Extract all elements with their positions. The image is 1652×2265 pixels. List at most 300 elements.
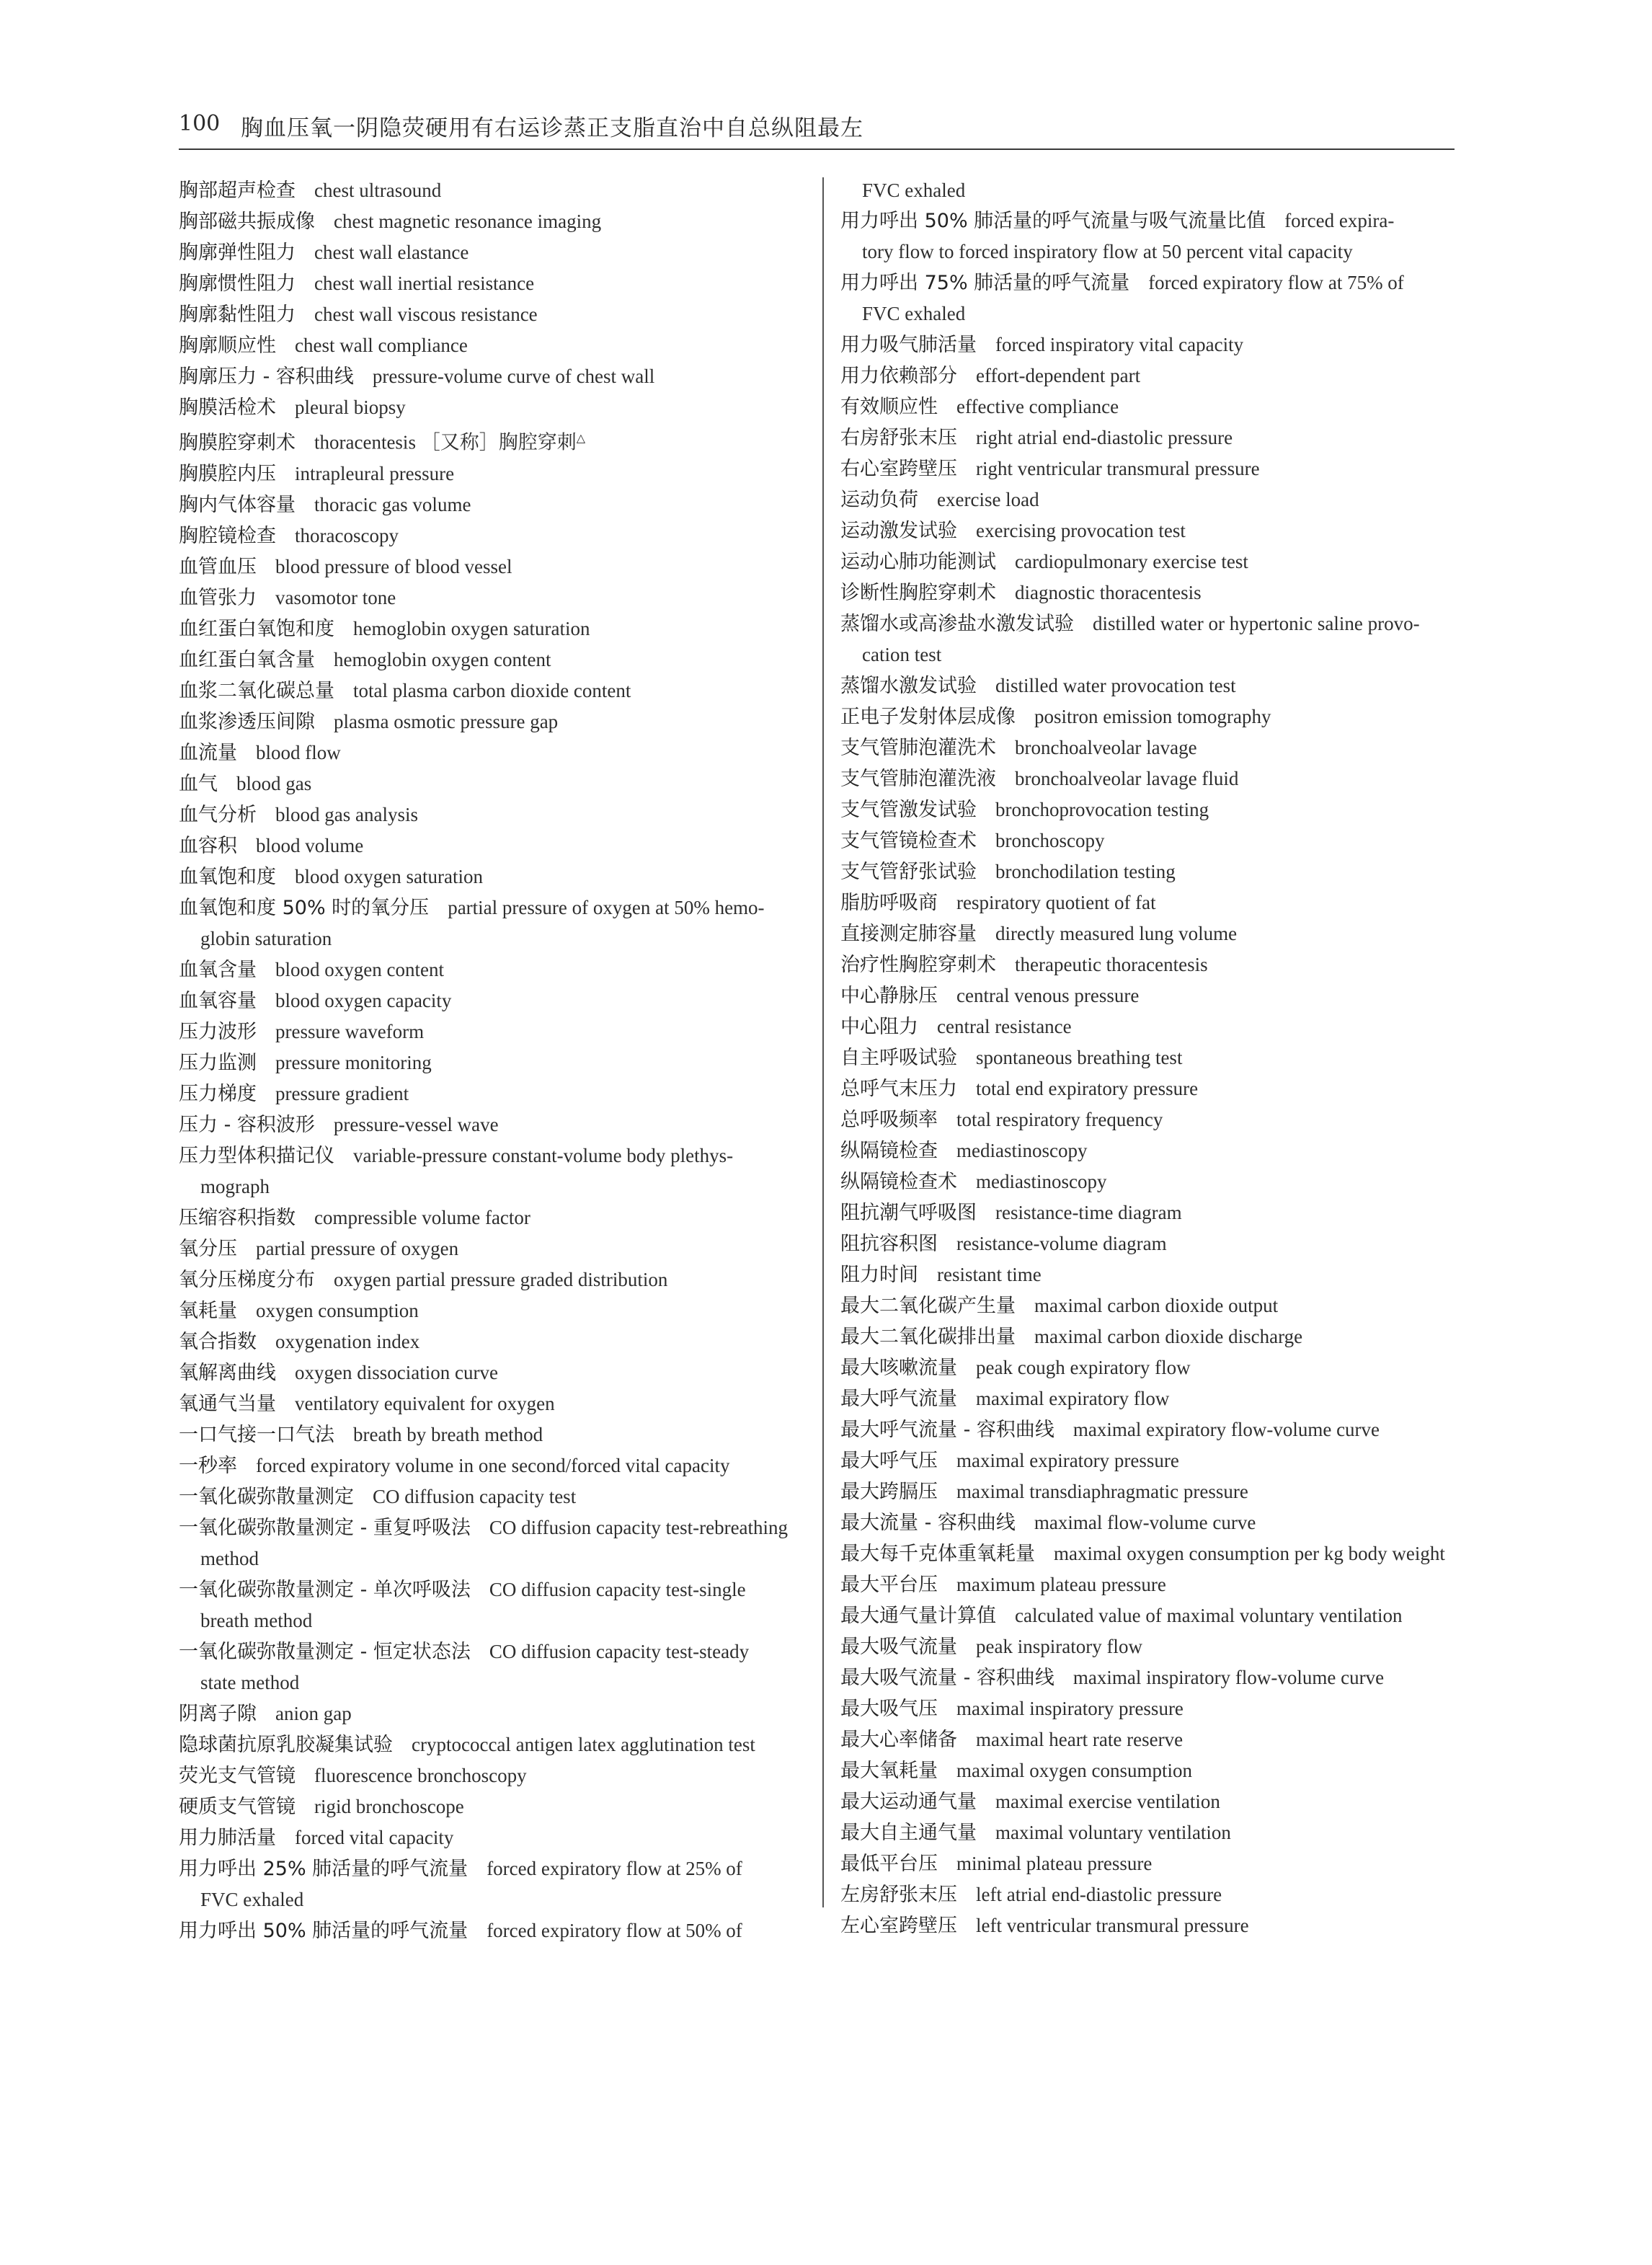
term-english: peak inspiratory flow bbox=[976, 1636, 1142, 1657]
term-english: breath by breath method bbox=[353, 1423, 543, 1445]
term-chinese: 中心阻力 bbox=[840, 1016, 918, 1038]
term-chinese: 最大通气量计算值 bbox=[840, 1605, 996, 1627]
glossary-entry bbox=[840, 1445, 1467, 1476]
glossary-entry bbox=[179, 675, 806, 706]
term-english: pleural biopsy bbox=[295, 396, 406, 418]
term-english: central resistance bbox=[937, 1016, 1072, 1037]
term-english-continuation: mograph bbox=[200, 1175, 270, 1197]
glossary-entry bbox=[179, 1016, 806, 1047]
term-english: blood flow bbox=[256, 741, 341, 763]
term-english: maximal oxygen consumption per kg body weight bbox=[1054, 1543, 1445, 1564]
term-chinese: 隐球菌抗原乳胶凝集试验 bbox=[179, 1733, 393, 1756]
term-chinese: 一氧化碳弥散量测定 - 重复呼吸法 bbox=[179, 1516, 471, 1539]
term-chinese: 胸部超声检查 bbox=[179, 179, 296, 202]
term-chinese: 用力呼出 50% 肺活量的呼气流量 bbox=[179, 1919, 468, 1942]
glossary-entry bbox=[179, 1109, 806, 1140]
term-chinese: 血气分析 bbox=[179, 803, 257, 826]
term-english: maximal oxygen consumption bbox=[956, 1760, 1192, 1781]
glossary-entry bbox=[179, 1326, 806, 1357]
term-english: oxygen consumption bbox=[256, 1299, 419, 1321]
term-english: bronchoprovocation testing bbox=[995, 799, 1209, 820]
term-chinese: 诊断性胸腔穿刺术 bbox=[840, 582, 996, 604]
term-chinese: 最大呼气流量 bbox=[840, 1388, 957, 1410]
glossary-entry bbox=[840, 360, 1467, 391]
glossary-entry bbox=[179, 613, 806, 644]
term-english: maximal inspiratory pressure bbox=[956, 1698, 1184, 1719]
glossary-entry bbox=[840, 267, 1467, 329]
term-chinese: 用力呼出 75% 肺活量的呼气流量 bbox=[840, 272, 1130, 294]
term-chinese: 正电子发射体层成像 bbox=[840, 706, 1016, 728]
term-chinese: 血管血压 bbox=[179, 555, 257, 578]
glossary-entry bbox=[840, 1073, 1467, 1104]
glossary-entry bbox=[840, 1290, 1467, 1321]
term-chinese: 血管张力 bbox=[179, 586, 257, 609]
term-chinese: 一氧化碳弥散量测定 - 单次呼吸法 bbox=[179, 1578, 471, 1601]
term-chinese: 阴离子隙 bbox=[179, 1702, 257, 1725]
term-english: blood pressure of blood vessel bbox=[275, 555, 512, 577]
term-chinese: 胸腔镜检查 bbox=[179, 524, 276, 547]
term-chinese: 最大氧耗量 bbox=[840, 1760, 938, 1782]
term-chinese: 阻抗容积图 bbox=[840, 1233, 938, 1255]
term-english: blood gas analysis bbox=[275, 803, 418, 825]
glossary-entry bbox=[179, 175, 806, 206]
term-english-continuation: method bbox=[200, 1547, 259, 1569]
term-english-continuation: FVC exhaled bbox=[200, 1888, 304, 1910]
term-chinese: 血氧饱和度 50% 时的氧分压 bbox=[179, 896, 430, 919]
glossary-entry bbox=[840, 1693, 1467, 1724]
term-chinese: 最大呼气压 bbox=[840, 1450, 938, 1472]
term-english: chest wall viscous resistance bbox=[314, 303, 538, 325]
term-chinese: 氧分压梯度分布 bbox=[179, 1268, 315, 1291]
term-chinese: 运动激发试验 bbox=[840, 520, 957, 542]
glossary-entry bbox=[840, 1166, 1467, 1197]
term-english: therapeutic thoracentesis bbox=[1015, 954, 1208, 975]
glossary-entry bbox=[840, 1197, 1467, 1228]
glossary-entry bbox=[179, 892, 806, 954]
glossary-column-left bbox=[179, 175, 806, 1946]
glossary-entry bbox=[840, 1383, 1467, 1414]
term-english: distilled water provocation test bbox=[995, 675, 1236, 696]
term-english: forced inspiratory vital capacity bbox=[995, 334, 1244, 355]
term-english: ventilatory equivalent for oxygen bbox=[295, 1392, 555, 1414]
term-english: chest wall elastance bbox=[314, 241, 469, 263]
term-english: maximal expiratory flow-volume curve bbox=[1073, 1419, 1380, 1440]
term-english: total plasma carbon dioxide content bbox=[353, 679, 631, 701]
glossary-entry bbox=[840, 608, 1467, 670]
term-english-continuation: breath method bbox=[200, 1609, 313, 1631]
glossary-entry bbox=[179, 799, 806, 830]
glossary-entry bbox=[179, 1357, 806, 1388]
glossary-entry bbox=[179, 1264, 806, 1295]
glossary-entry bbox=[840, 701, 1467, 732]
glossary-entry bbox=[840, 1724, 1467, 1755]
term-english: resistance-volume diagram bbox=[956, 1233, 1167, 1254]
term-chinese: 最大跨膈压 bbox=[840, 1481, 938, 1503]
term-english: central venous pressure bbox=[956, 985, 1140, 1006]
term-english-continuation: globin saturation bbox=[200, 927, 332, 949]
term-english: hemoglobin oxygen saturation bbox=[353, 617, 590, 639]
glossary-entry bbox=[840, 763, 1467, 794]
term-chinese: 压力梯度 bbox=[179, 1082, 257, 1105]
term-chinese: 胸膜活检术 bbox=[179, 396, 276, 419]
term-english: maximal heart rate reserve bbox=[976, 1729, 1184, 1750]
term-chinese: 血氧含量 bbox=[179, 958, 257, 981]
glossary-entry bbox=[179, 1233, 806, 1264]
glossary-entry bbox=[179, 551, 806, 582]
glossary-entry bbox=[840, 1879, 1467, 1910]
term-chinese: 最大自主通气量 bbox=[840, 1822, 977, 1844]
term-chinese: 最大吸气压 bbox=[840, 1698, 938, 1720]
glossary-entry bbox=[179, 1729, 806, 1760]
term-english: CO diffusion capacity test bbox=[373, 1485, 577, 1507]
term-english: forced expiratory flow at 25% of bbox=[487, 1857, 742, 1879]
term-chinese: 荧光支气管镜 bbox=[179, 1764, 296, 1787]
glossary-entry bbox=[179, 1822, 806, 1853]
glossary-entry bbox=[840, 1817, 1467, 1848]
term-chinese: 用力呼出 50% 肺活量的呼气流量与吸气流量比值 bbox=[840, 210, 1266, 232]
column-divider bbox=[822, 177, 824, 1907]
glossary-entry bbox=[179, 206, 806, 237]
term-english: minimal plateau pressure bbox=[956, 1853, 1153, 1874]
term-english: pressure monitoring bbox=[275, 1051, 432, 1073]
glossary-entry bbox=[840, 887, 1467, 918]
term-english: right ventricular transmural pressure bbox=[976, 458, 1260, 479]
term-english: left ventricular transmural pressure bbox=[976, 1915, 1249, 1936]
term-chinese: 胸膜腔内压 bbox=[179, 462, 276, 485]
term-english: bronchoscopy bbox=[995, 830, 1105, 851]
term-english: diagnostic thoracentesis bbox=[1015, 582, 1202, 603]
glossary-entry bbox=[840, 825, 1467, 856]
glossary-entry bbox=[179, 489, 806, 520]
glossary-entry bbox=[179, 1047, 806, 1078]
term-english: thoracoscopy bbox=[295, 524, 399, 546]
term-english: blood oxygen saturation bbox=[295, 865, 483, 887]
term-chinese: 纵隔镜检查 bbox=[840, 1140, 938, 1162]
glossary-entry bbox=[840, 1042, 1467, 1073]
term-english: chest magnetic resonance imaging bbox=[334, 210, 602, 232]
glossary-entry bbox=[840, 1569, 1467, 1600]
glossary-entry bbox=[179, 861, 806, 892]
glossary-entry bbox=[179, 1512, 806, 1574]
term-english: effective compliance bbox=[956, 396, 1119, 417]
term-chinese: 最大二氧化碳产生量 bbox=[840, 1295, 1016, 1317]
superscript-mark: △ bbox=[576, 431, 586, 445]
glossary-entry bbox=[179, 1388, 806, 1419]
term-chinese: 支气管镜检查术 bbox=[840, 830, 977, 852]
term-chinese: 氧合指数 bbox=[179, 1330, 257, 1353]
term-english: plasma osmotic pressure gap bbox=[334, 710, 559, 732]
term-chinese: 血容积 bbox=[179, 834, 237, 857]
term-english: pressure waveform bbox=[275, 1020, 425, 1042]
term-chinese: 有效顺应性 bbox=[840, 396, 938, 418]
term-english: forced vital capacity bbox=[295, 1826, 454, 1848]
glossary-entry bbox=[840, 918, 1467, 949]
term-chinese: 最大流量 - 容积曲线 bbox=[840, 1512, 1016, 1534]
term-english: oxygen partial pressure graded distribution bbox=[334, 1268, 668, 1290]
term-chinese: 压力波形 bbox=[179, 1020, 257, 1043]
term-english: blood oxygen capacity bbox=[275, 989, 452, 1011]
term-english: maximal exercise ventilation bbox=[995, 1791, 1220, 1812]
glossary-entry bbox=[179, 299, 806, 330]
glossary-entry bbox=[179, 1078, 806, 1109]
term-english: anion gap bbox=[275, 1702, 352, 1724]
term-chinese: 压缩容积指数 bbox=[179, 1206, 296, 1229]
glossary-entry bbox=[840, 1662, 1467, 1693]
term-chinese: 血浆渗透压间隙 bbox=[179, 710, 315, 733]
term-chinese: 最大平台压 bbox=[840, 1574, 938, 1596]
term-english: vasomotor tone bbox=[275, 586, 396, 608]
term-chinese: 右心室跨壁压 bbox=[840, 458, 957, 480]
glossary-entry bbox=[179, 1853, 806, 1915]
term-chinese: 最大呼气流量 - 容积曲线 bbox=[840, 1419, 1054, 1441]
glossary-entry bbox=[840, 1259, 1467, 1290]
term-chinese: 氧耗量 bbox=[179, 1299, 237, 1322]
term-english: pressure-volume curve of chest wall bbox=[372, 365, 655, 387]
glossary-entry bbox=[840, 546, 1467, 577]
term-chinese: 总呼气末压力 bbox=[840, 1078, 957, 1100]
term-english: CO diffusion capacity test-steady bbox=[489, 1640, 750, 1662]
glossary-entry bbox=[179, 361, 806, 392]
term-english-continuation: cation test bbox=[862, 644, 942, 665]
term-chinese: 氧解离曲线 bbox=[179, 1361, 276, 1384]
term-english: total respiratory frequency bbox=[956, 1109, 1163, 1130]
term-chinese: 左房舒张末压 bbox=[840, 1884, 957, 1906]
term-chinese: 中心静脉压 bbox=[840, 985, 938, 1007]
glossary-entry bbox=[179, 423, 806, 458]
term-chinese: 左心室跨壁压 bbox=[840, 1915, 957, 1937]
term-english: forced expiratory volume in one second/forced vital capacity bbox=[256, 1454, 730, 1476]
term-english: bronchoalveolar lavage fluid bbox=[1015, 768, 1239, 789]
term-chinese: 压力型体积描记仪 bbox=[179, 1144, 334, 1167]
term-english: maximal expiratory pressure bbox=[956, 1450, 1179, 1471]
term-english: directly measured lung volume bbox=[995, 923, 1238, 944]
term-english: left atrial end-diastolic pressure bbox=[976, 1884, 1222, 1905]
term-chinese: 血气 bbox=[179, 772, 218, 795]
glossary-entry bbox=[179, 1915, 806, 1946]
term-english: peak cough expiratory flow bbox=[976, 1357, 1191, 1378]
term-chinese: 一氧化碳弥散量测定 bbox=[179, 1485, 354, 1508]
term-english: exercise load bbox=[937, 489, 1039, 510]
glossary-entry bbox=[840, 1321, 1467, 1352]
glossary-entry bbox=[179, 1791, 806, 1822]
term-chinese: 压力 - 容积波形 bbox=[179, 1113, 315, 1136]
term-english: spontaneous breathing test bbox=[976, 1047, 1183, 1068]
term-english: maximal flow-volume curve bbox=[1034, 1512, 1256, 1533]
glossary-entry bbox=[840, 515, 1467, 546]
term-chinese: 一口气接一口气法 bbox=[179, 1423, 334, 1446]
term-chinese: 右房舒张末压 bbox=[840, 427, 957, 449]
glossary-entry bbox=[179, 237, 806, 268]
term-chinese: 总呼吸频率 bbox=[840, 1109, 938, 1131]
term-chinese: 脂肪呼吸商 bbox=[840, 892, 938, 914]
term-english: forced expiratory flow at 75% of bbox=[1148, 272, 1404, 293]
glossary-entry bbox=[840, 422, 1467, 453]
glossary-entry bbox=[179, 706, 806, 737]
glossary-entry bbox=[840, 1135, 1467, 1166]
term-chinese: 胸廓顺应性 bbox=[179, 334, 276, 357]
term-chinese: 胸廓黏性阻力 bbox=[179, 303, 296, 326]
term-english: pressure gradient bbox=[275, 1082, 409, 1104]
term-chinese: 胸部磁共振成像 bbox=[179, 210, 315, 233]
term-chinese: 运动负荷 bbox=[840, 489, 918, 511]
term-english: chest wall inertial resistance bbox=[314, 272, 535, 294]
glossary-entry bbox=[840, 670, 1467, 701]
term-chinese: 最大咳嗽流量 bbox=[840, 1357, 957, 1379]
glossary-entry bbox=[179, 768, 806, 799]
term-english: maximal carbon dioxide output bbox=[1034, 1295, 1279, 1316]
glossary-column-right bbox=[840, 175, 1467, 1941]
glossary-entry bbox=[179, 1140, 806, 1202]
glossary-entry bbox=[179, 1574, 806, 1636]
term-chinese: 胸廓惯性阻力 bbox=[179, 272, 296, 295]
glossary-entry bbox=[840, 577, 1467, 608]
glossary-entry bbox=[179, 830, 806, 861]
term-chinese: 用力依赖部分 bbox=[840, 365, 957, 387]
glossary-entry bbox=[179, 737, 806, 768]
glossary-entry bbox=[840, 1538, 1467, 1569]
term-english: forced expiratory flow at 50% of bbox=[487, 1919, 742, 1941]
term-chinese: 胸廓压力 - 容积曲线 bbox=[179, 365, 354, 388]
term-chinese: 硬质支气管镜 bbox=[179, 1795, 296, 1818]
glossary-entry bbox=[179, 582, 806, 613]
term-english: oxygenation index bbox=[275, 1330, 420, 1352]
page-header bbox=[179, 108, 1455, 150]
term-english: effort-dependent part bbox=[976, 365, 1141, 386]
term-english: thoracentesis ［又称］胸腔穿刺 bbox=[314, 431, 577, 453]
term-english: maximal carbon dioxide discharge bbox=[1034, 1326, 1303, 1347]
glossary-entry bbox=[179, 330, 806, 361]
glossary-entry bbox=[840, 732, 1467, 763]
glossary-entry bbox=[840, 1848, 1467, 1879]
glossary-entry bbox=[179, 392, 806, 423]
glossary-entry bbox=[179, 1698, 806, 1729]
term-english: positron emission tomography bbox=[1034, 706, 1271, 727]
term-english: blood gas bbox=[236, 772, 312, 794]
term-chinese: 最大心率储备 bbox=[840, 1729, 957, 1751]
term-chinese: 用力呼出 25% 肺活量的呼气流量 bbox=[179, 1857, 468, 1880]
glossary-entry bbox=[840, 205, 1467, 267]
glossary-entry bbox=[840, 949, 1467, 980]
term-chinese: 最大吸气流量 bbox=[840, 1636, 957, 1658]
term-english: mediastinoscopy bbox=[956, 1140, 1088, 1161]
glossary-entry-continuation: FVC exhaled bbox=[862, 179, 966, 201]
term-english: maximal voluntary ventilation bbox=[995, 1822, 1231, 1843]
term-chinese: 蒸馏水或高渗盐水激发试验 bbox=[840, 613, 1074, 635]
glossary-entry bbox=[179, 1481, 806, 1512]
term-chinese: 胸膜腔穿刺术 bbox=[179, 431, 296, 454]
term-chinese: 胸廓弹性阻力 bbox=[179, 241, 296, 264]
term-chinese: 支气管肺泡灌洗术 bbox=[840, 737, 996, 759]
term-english: chest ultrasound bbox=[314, 179, 442, 201]
glossary-entry bbox=[179, 1450, 806, 1481]
glossary-entry bbox=[840, 1755, 1467, 1786]
page-number: 100 bbox=[179, 111, 221, 136]
term-english: fluorescence bronchoscopy bbox=[314, 1764, 527, 1786]
term-chinese: 血流量 bbox=[179, 741, 237, 764]
term-english: maximal transdiaphragmatic pressure bbox=[956, 1481, 1248, 1502]
term-english: maximum plateau pressure bbox=[956, 1574, 1166, 1595]
glossary-entry bbox=[179, 1202, 806, 1233]
term-chinese: 血氧容量 bbox=[179, 989, 257, 1012]
glossary-entry bbox=[179, 1760, 806, 1791]
term-english: respiratory quotient of fat bbox=[956, 892, 1156, 913]
term-chinese: 支气管舒张试验 bbox=[840, 861, 977, 883]
term-english-continuation: FVC exhaled bbox=[862, 303, 966, 324]
term-english: total end expiratory pressure bbox=[976, 1078, 1199, 1099]
glossary-entry bbox=[840, 1631, 1467, 1662]
term-chinese: 压力监测 bbox=[179, 1051, 257, 1074]
term-english: cryptococcal antigen latex agglutination test bbox=[412, 1733, 755, 1755]
term-chinese: 最大吸气流量 - 容积曲线 bbox=[840, 1667, 1054, 1689]
term-chinese: 支气管肺泡灌洗液 bbox=[840, 768, 996, 790]
glossary-entry bbox=[179, 520, 806, 551]
term-english: CO diffusion capacity test-rebreathing bbox=[489, 1516, 789, 1538]
term-chinese: 最大每千克体重氧耗量 bbox=[840, 1543, 1035, 1565]
term-english: pressure-vessel wave bbox=[333, 1113, 499, 1135]
term-chinese: 一秒率 bbox=[179, 1454, 237, 1477]
term-chinese: 直接测定肺容量 bbox=[840, 923, 977, 945]
term-chinese: 血红蛋白氧饱和度 bbox=[179, 617, 334, 640]
term-english: resistant time bbox=[937, 1264, 1042, 1285]
glossary-entry bbox=[840, 1910, 1467, 1941]
glossary-entry bbox=[179, 1636, 806, 1698]
term-chinese: 纵隔镜检查术 bbox=[840, 1171, 957, 1193]
term-chinese: 用力吸气肺活量 bbox=[840, 334, 977, 356]
term-english-continuation: tory flow to forced inspiratory flow at 50 percent vital capacity bbox=[862, 241, 1353, 262]
term-english: maximal inspiratory flow-volume curve bbox=[1073, 1667, 1385, 1688]
term-chinese: 最低平台压 bbox=[840, 1853, 938, 1875]
term-english: blood volume bbox=[256, 834, 364, 856]
glossary-entry bbox=[840, 329, 1467, 360]
term-english: variable-pressure constant-volume body plethys- bbox=[353, 1144, 734, 1166]
term-english: resistance-time diagram bbox=[995, 1202, 1182, 1223]
glossary-entry bbox=[840, 1104, 1467, 1135]
term-english: calculated value of maximal voluntary ventilation bbox=[1015, 1605, 1403, 1626]
term-chinese: 最大二氧化碳排出量 bbox=[840, 1326, 1016, 1348]
glossary-entry bbox=[840, 1600, 1467, 1631]
glossary-entry bbox=[840, 1786, 1467, 1817]
glossary-entry bbox=[179, 268, 806, 299]
term-chinese: 血氧饱和度 bbox=[179, 865, 276, 888]
term-chinese: 血红蛋白氧含量 bbox=[179, 648, 315, 671]
term-chinese: 阻力时间 bbox=[840, 1264, 918, 1286]
term-chinese: 治疗性胸腔穿刺术 bbox=[840, 954, 996, 976]
term-chinese: 蒸馏水激发试验 bbox=[840, 675, 977, 697]
term-english-continuation: state method bbox=[200, 1671, 300, 1693]
glossary-entry bbox=[840, 1011, 1467, 1042]
term-english: bronchodilation testing bbox=[995, 861, 1176, 882]
glossary-entry bbox=[179, 644, 806, 675]
glossary-entry bbox=[840, 856, 1467, 887]
term-english: CO diffusion capacity test-single bbox=[489, 1578, 746, 1600]
term-chinese: 氧通气当量 bbox=[179, 1392, 276, 1415]
glossary-entry bbox=[179, 985, 806, 1016]
term-chinese: 用力肺活量 bbox=[179, 1826, 276, 1849]
term-english: compressible volume factor bbox=[314, 1206, 530, 1228]
glossary-entry bbox=[179, 1419, 806, 1450]
glossary-entry bbox=[840, 980, 1467, 1011]
term-english: mediastinoscopy bbox=[976, 1171, 1107, 1192]
term-chinese: 支气管激发试验 bbox=[840, 799, 977, 821]
glossary-entry bbox=[840, 794, 1467, 825]
term-chinese: 自主呼吸试验 bbox=[840, 1047, 957, 1069]
glossary-entry bbox=[840, 1507, 1467, 1538]
term-chinese: 氧分压 bbox=[179, 1237, 237, 1260]
glossary-entry bbox=[840, 1476, 1467, 1507]
term-english: blood oxygen content bbox=[275, 958, 444, 980]
term-english: forced expira- bbox=[1284, 210, 1395, 231]
term-english: bronchoalveolar lavage bbox=[1015, 737, 1197, 758]
